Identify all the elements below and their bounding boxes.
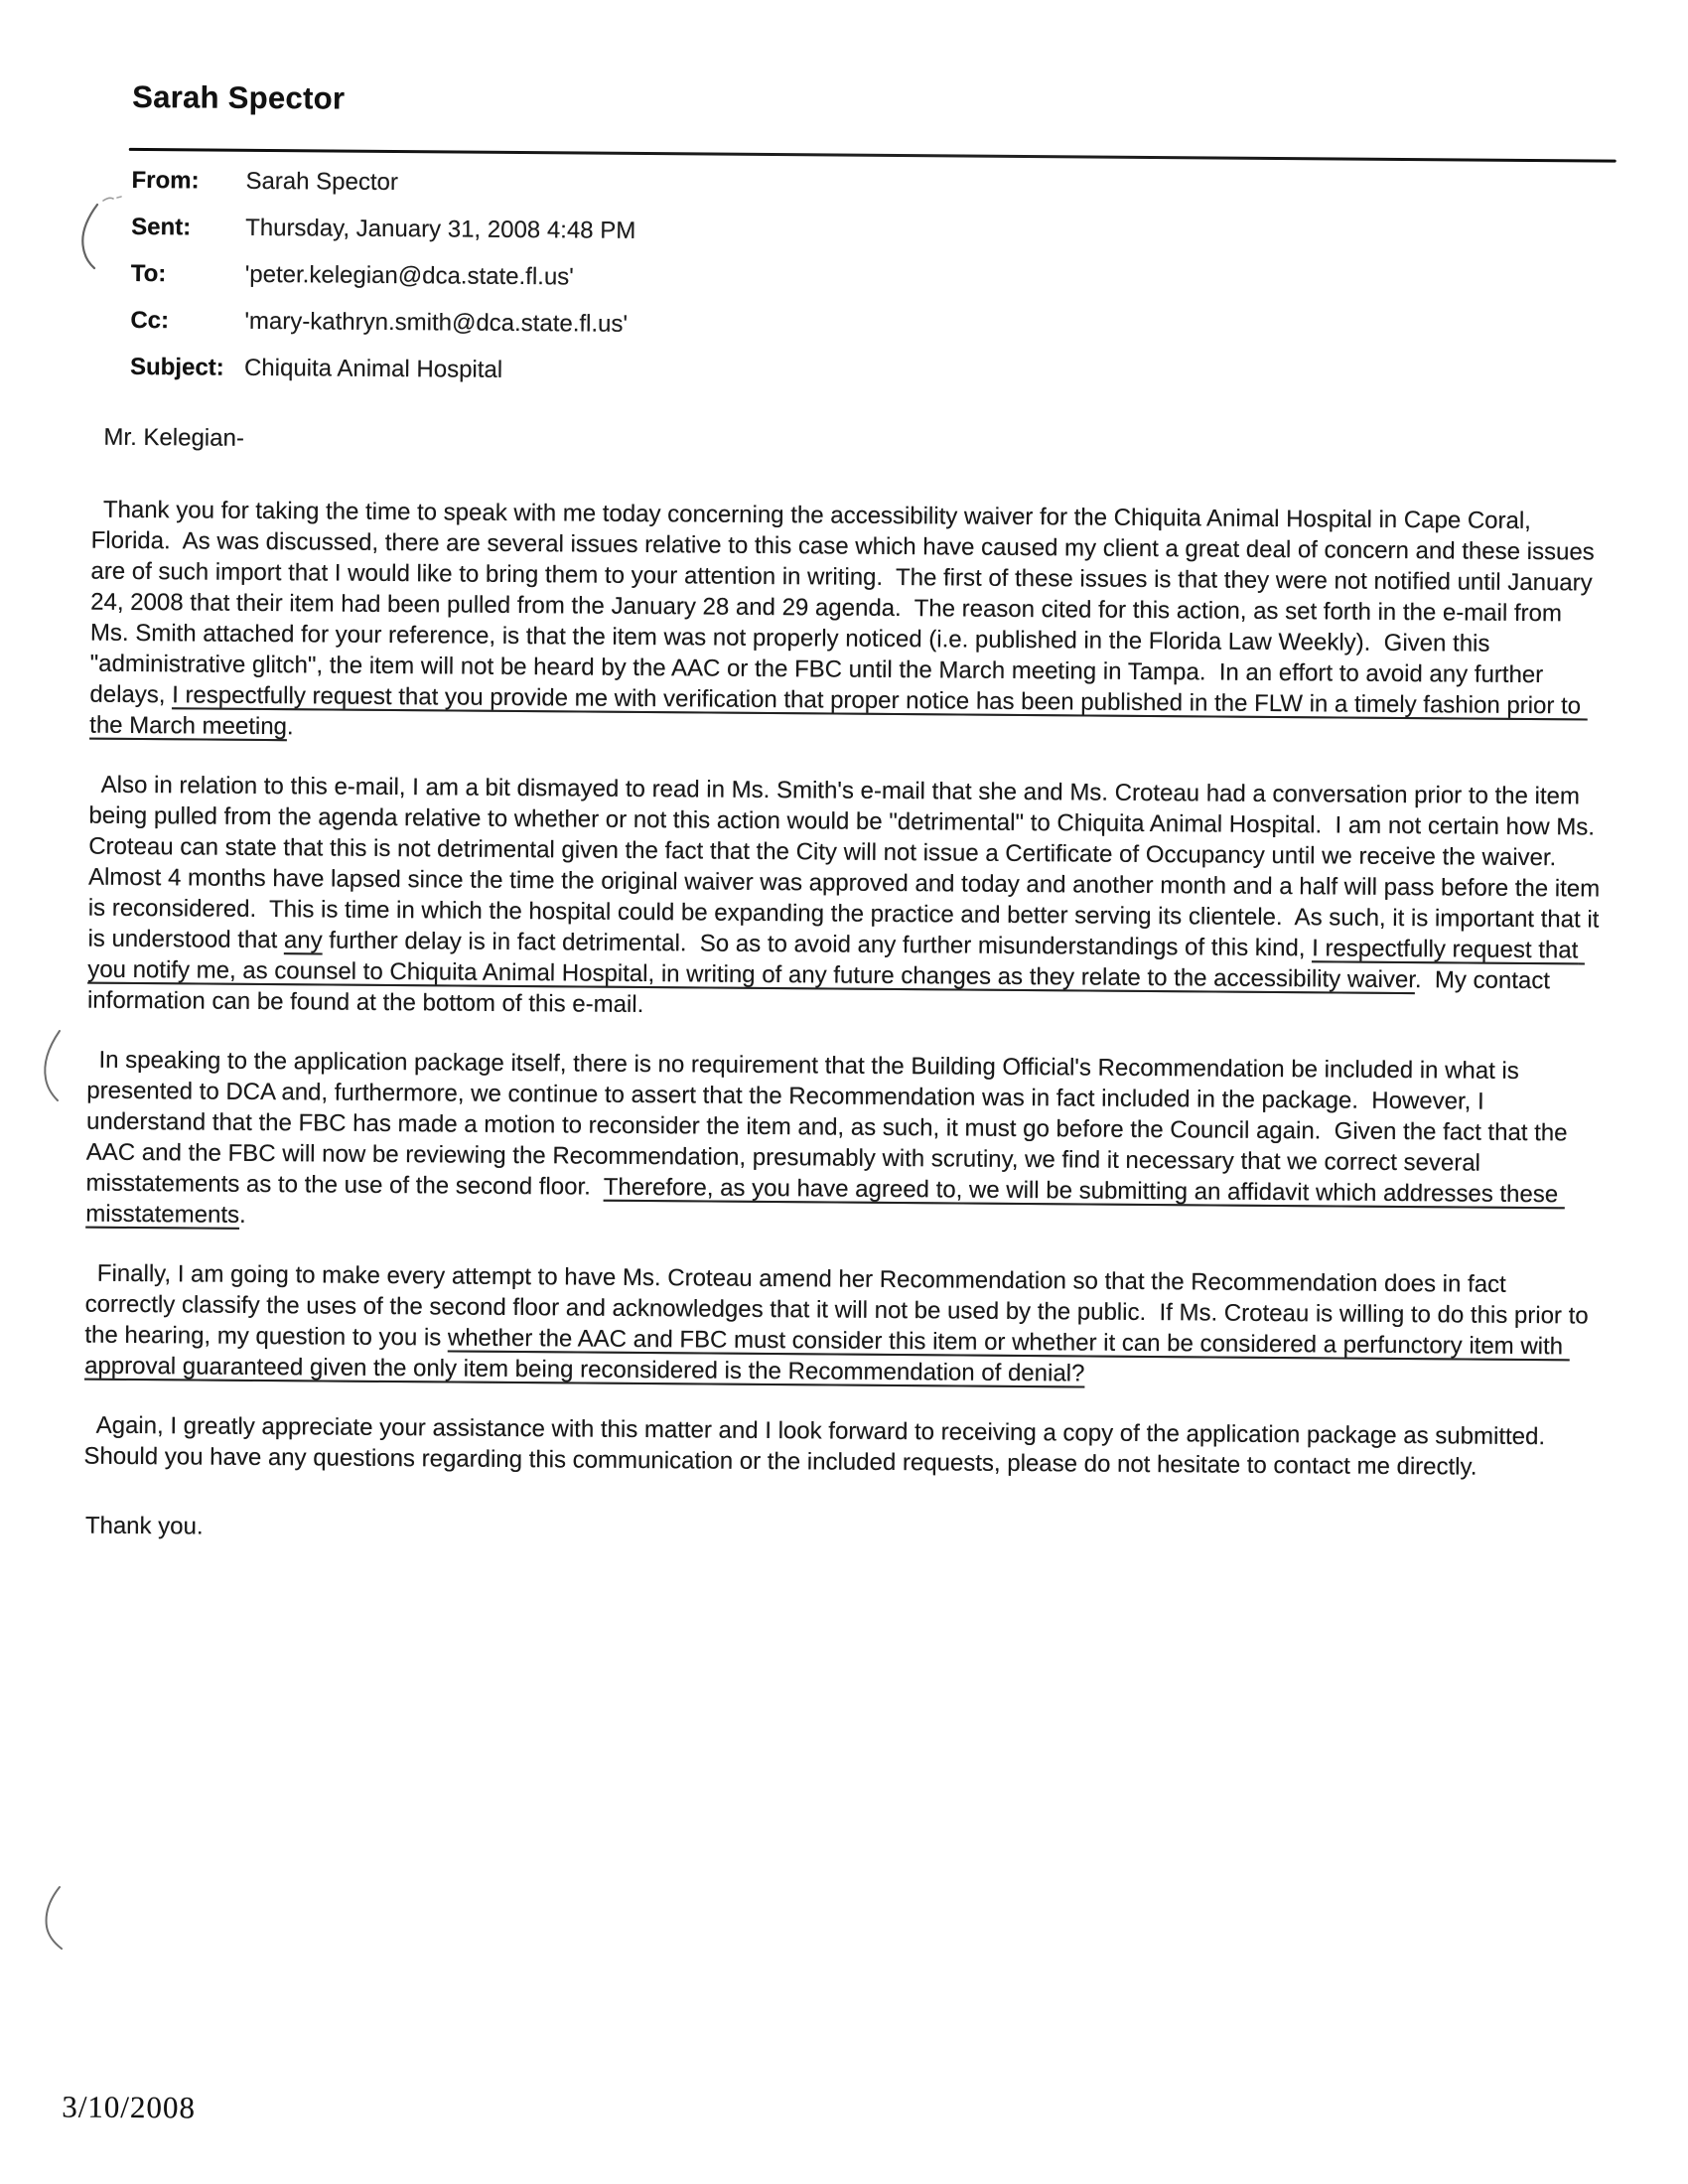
cc-value: 'mary-kathryn.smith@dca.state.fl.us' [244,307,629,338]
footer-date: 3/10/2008 [62,2089,197,2125]
paragraph-3 [85,1045,1601,1241]
email-body [83,422,1607,1553]
page-title: Sarah Spector [132,78,346,116]
underlined-request-text: Therefore, as you have agreed to, we will be submitting an affidavit which addresses these misstatements [85,1173,1565,1229]
email-header [130,167,1324,404]
paragraph-text: . My contact information can be found at the bottom of this e-mail. [86,966,1557,1019]
paragraph-text: In speaking to the application package itself, there is no requirement that the Building Official's Recommendation be included in what is presented to DCA and, furthermore, we continue to assert that the Recommendation was in fact included in the package. However, I understand that the FBC has made a motion to reconsider the item and, as such, it must go before the Council again. Given the fact that the AAC and the FBC will now be reviewing the Recommendation, presumably with scrutiny, we find it necessary that we correct several misstatements as to the use of the second floor. [85,1046,1573,1201]
subject-value: Chiquita Animal Hospital [243,354,503,383]
paragraph-text: . [286,713,294,741]
salutation: Mr. Kelegian- [103,423,244,452]
underlined-request-text: I respectfully request that you notify me, as counsel to Chiquita Animal Hospital, in writing of any future changes as they relate to the accessibility waiver [87,935,1586,994]
paragraph-2 [86,770,1607,1028]
title-divider [129,148,1617,163]
to-value: 'peter.kelegian@dca.state.fl.us' [244,260,574,291]
to-label: To: [130,259,167,288]
paragraph-text: Finally, I am going to make every attempt to have Ms. Croteau amend her Recommendation so that the Recommendation does in fact correctly classify the uses of the second floor and acknowledges that it will not be used by the public. If Ms. Croteau is willing to do this prior to the hearing, my question to you is [84,1259,1596,1352]
closing: Thank you. [84,1512,204,1540]
paragraph-list [83,495,1606,1484]
paragraph-text: further delay is in fact detrimental. So as to avoid any further misunderstandings of this kind, [322,927,1313,962]
paragraph-text: . [238,1201,246,1229]
underlined-request-text: I respectfully request that you provide me with verification that proper notice has been published in the FLW in a timely fashion prior to the March meeting [89,681,1588,741]
subject-label: Subject: [129,353,224,381]
paragraph-1 [89,495,1606,753]
from-label: From: [131,166,200,195]
header-row-subject [130,354,1322,404]
underlined-request-text: any [283,927,323,954]
underlined-request-text: whether the AAC and FBC must consider this item or whether it can be considered a perfunctory item with approval guaranteed given the only item being reconsidered is the Recommendation of denial? [84,1324,1570,1387]
paragraph-text: Thank you for taking the time to speak with me today concerning the accessibility waiver for the Chiquita Animal Hospital in Cape Coral, Florida. As was discussed, there are several issues relative to this case which have caused my client a great deal of concern and these issues are of such import that I would like to bring them to your attention in writing. The first of these issues is that they were not notified until January 24, 2008 that their item had been pulled from the January 28 and 29 agenda. The reason cited for this action, as set forth in the e-mail from Ms. Smith attached for your reference, is that the item was not properly noticed (i.e. published in the Florida Law Weekly). Given this "administrative glitch", the item will not be heard by the AAC or the FBC until the March meeting in Tampa. In an effort to avoid any further delays, [89,496,1602,709]
sent-label: Sent: [131,213,192,241]
paragraph-text: Also in relation to this e-mail, I am a bit dismayed to read in Ms. Smith's e-mail that she and Ms. Croteau had a conversation prior to the item being pulled from the agenda relative to whether or not this action would be "detrimental" to Chiquita Animal Hospital. I am not certain how Ms. Croteau can state that this is not detrimental given the fact that the City will not issue a Certificate of Occupancy until we receive the waiver. Almost 4 months have lapsed since the time the original waiver was approved and today and another month and a half will pass before the item is reconsidered. This is time in which the hospital could be expanding the practice and better serving its clientele. As such, it is important that it is understood that [87,771,1607,954]
cc-label: Cc: [130,306,170,335]
sent-value: Thursday, January 31, 2008 4:48 PM [245,214,636,244]
paragraph-5 [83,1410,1598,1484]
from-value: Sarah Spector [245,167,399,197]
paragraph-4 [84,1258,1600,1393]
paragraph-text: Again, I greatly appreciate your assistance with this matter and I look forward to receiving a copy of the application package as submitted. Should you have any questions regarding this communication or the included requests, please do not hesitate to contact me directly. [83,1411,1559,1481]
